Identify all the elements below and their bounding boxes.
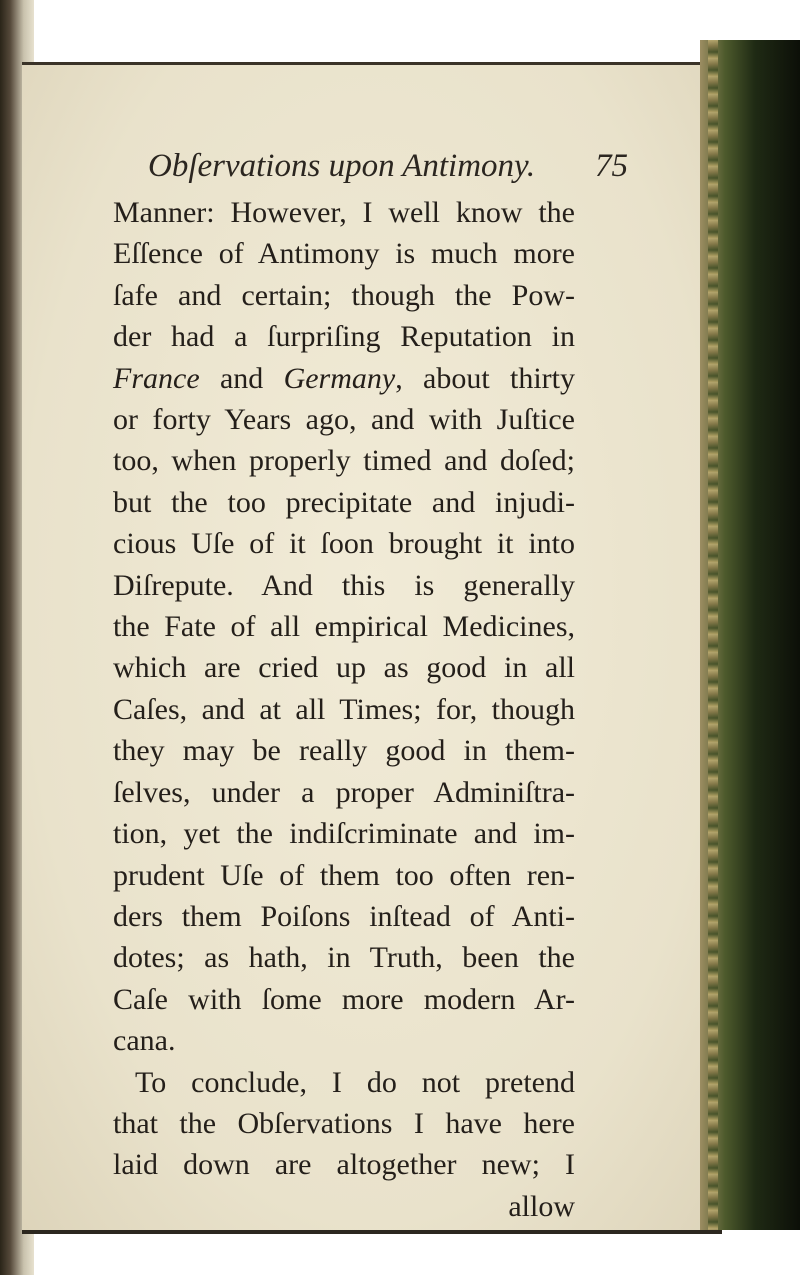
text-line: cious Uſe of it ſoon brought it into bbox=[113, 527, 575, 561]
body-text bbox=[113, 192, 575, 1227]
text-line: Diſrepute. And this is generally bbox=[113, 568, 575, 602]
catchword: allow bbox=[508, 1189, 575, 1223]
text-line: prudent Uſe of them too often ren- bbox=[113, 858, 575, 892]
text-line: dotes; as hath, in Truth, been the bbox=[113, 941, 575, 975]
page-edge-right bbox=[700, 40, 800, 1230]
text-line: ſelves, under a proper Adminiſtra- bbox=[113, 775, 575, 809]
text-line: France and Germany, about thirty bbox=[113, 361, 575, 395]
text-line: tion, yet the indiſcriminate and im- bbox=[113, 817, 575, 851]
text-line: Eſſence of Antimony is much more bbox=[113, 237, 575, 271]
text-line: too, when properly timed and doſed; bbox=[113, 444, 575, 478]
running-title: Obſervations upon Antimony. bbox=[148, 148, 536, 184]
text-line: but the too precipitate and injudi- bbox=[113, 485, 575, 519]
text-line: ſafe and certain; though the Pow- bbox=[113, 278, 575, 312]
text-line: they may be really good in them- bbox=[113, 734, 575, 768]
page-number: 75 bbox=[595, 148, 628, 184]
text-line: Manner: However, I well know the bbox=[113, 196, 575, 229]
text-line: Caſes, and at all Times; for, though bbox=[113, 692, 575, 726]
text-line: cana. bbox=[113, 1024, 176, 1058]
text-line: the Fate of all empirical Medicines, bbox=[113, 610, 575, 644]
text-line: Caſe with ſome more modern Ar- bbox=[113, 982, 575, 1016]
text-line: that the Obſervations I have here bbox=[113, 1106, 575, 1140]
text-line: ders them Poiſons inſtead of Anti- bbox=[113, 899, 575, 933]
text-line: which are cried up as good in all bbox=[113, 651, 575, 685]
text-line: der had a ſurpriſing Reputation in bbox=[113, 320, 575, 354]
text-line: To conclude, I do not pretend bbox=[135, 1065, 575, 1099]
text-line: or forty Years ago, and with Juſtice bbox=[113, 403, 575, 437]
text-line: laid down are altogether new; I bbox=[113, 1148, 575, 1182]
